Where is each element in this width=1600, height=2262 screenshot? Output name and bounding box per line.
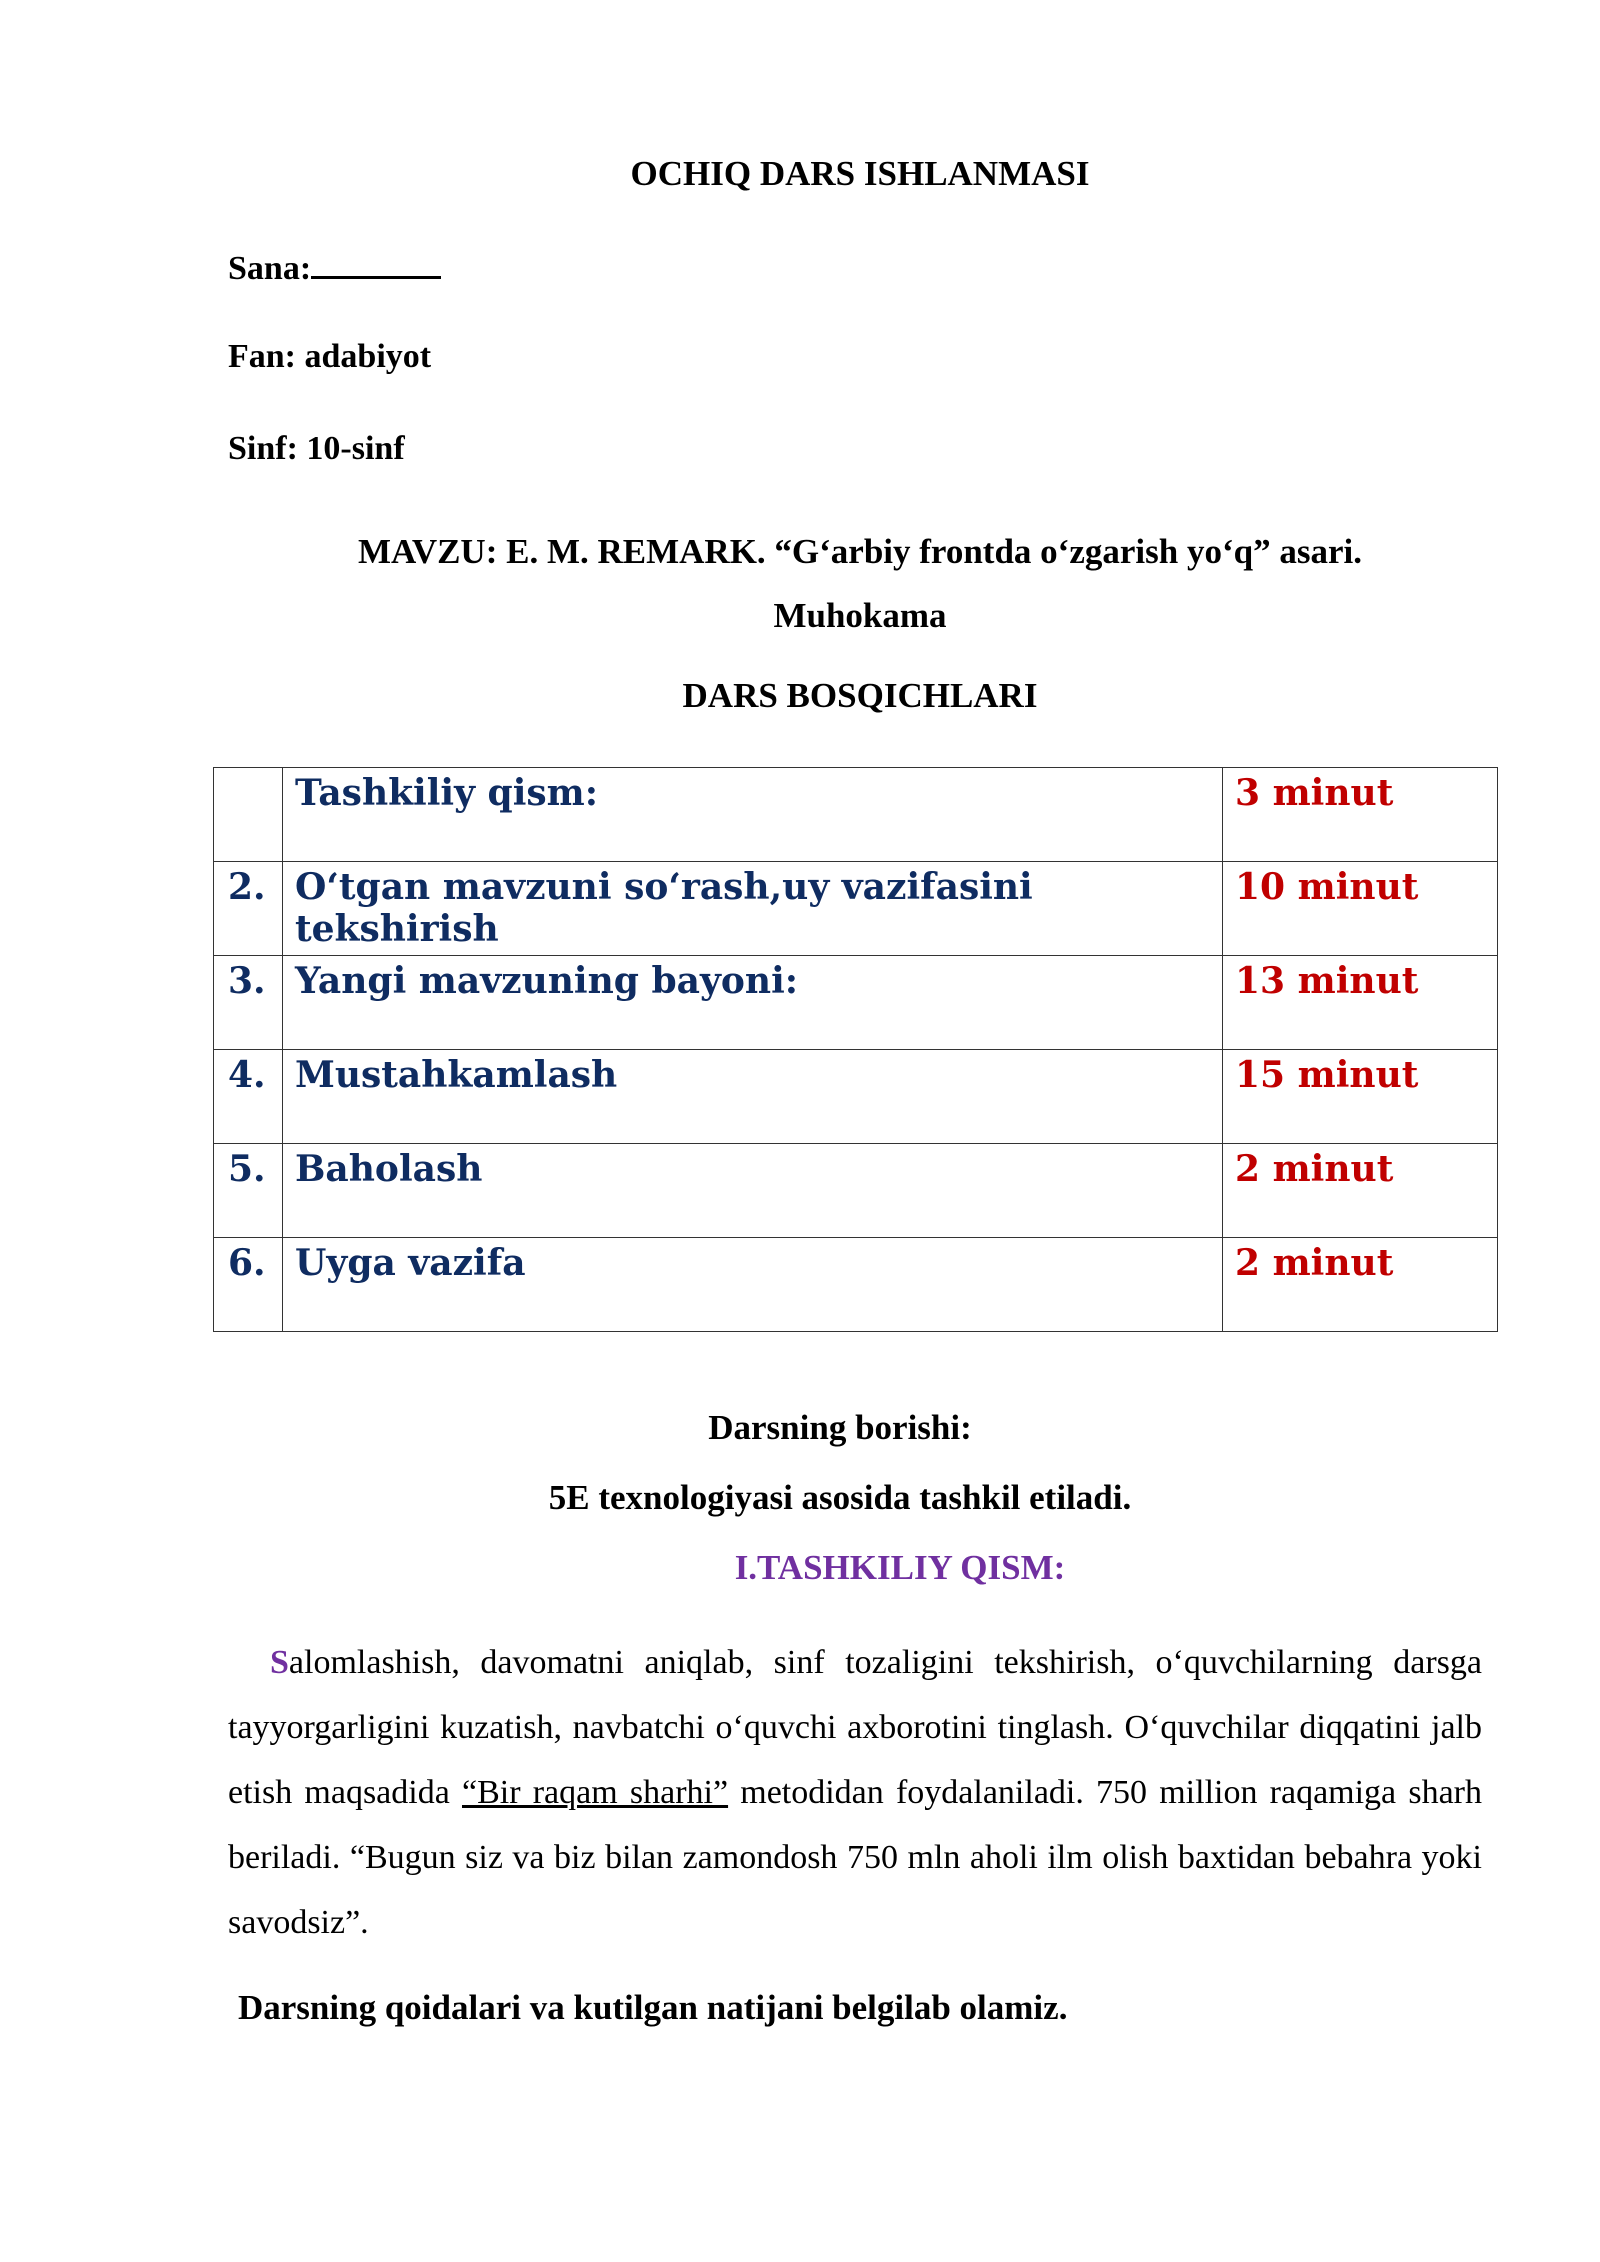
stage-number: 4. xyxy=(214,1050,283,1144)
lesson-flow-subtitle: 5E texnologiyasi asosida tashkil etiladi. xyxy=(548,1478,1132,1517)
stage-duration: 2 minut xyxy=(1223,1238,1498,1332)
stage-number: 6. xyxy=(214,1238,283,1332)
method-name: “Bir raqam sharhi” xyxy=(462,1774,729,1811)
table-row xyxy=(214,1238,1498,1332)
date-blank-line xyxy=(311,246,441,279)
stage-name: Mustahkamlash xyxy=(283,1050,1223,1144)
stage-name: Tashkiliy qism: xyxy=(283,768,1223,862)
section-heading: I.TASHKILIY QISM: xyxy=(734,1548,1066,1587)
table-row xyxy=(214,1144,1498,1238)
stage-duration: 3 minut xyxy=(1223,768,1498,862)
stage-number: 3. xyxy=(214,956,283,1050)
lesson-flow-heading: Darsning borishi: xyxy=(708,1408,972,1447)
paragraph-text-part1: alomlashish, davomatni aniqlab, sinf tozaligini tekshirish, o‘quvchilarning darsga tayyorgarligini kuzatish, navbatchi o‘quvchi axborotini tinglash. O‘quvchilar diqqatini jalb etish maqsadida xyxy=(228,1644,1482,1811)
stage-duration: 10 minut xyxy=(1223,862,1498,956)
topic-line-1: MAVZU: E. M. REMARK. “G‘arbiy frontda o‘zgarish yo‘q” asari. xyxy=(358,532,1362,571)
table-row xyxy=(214,956,1498,1050)
date-field xyxy=(228,246,441,288)
table-row xyxy=(214,768,1498,862)
stages-heading: DARS BOSQICHLARI xyxy=(682,676,1038,715)
stage-name: O‘tgan mavzuni so‘rash,uy vazifasini tekshirish xyxy=(283,862,1223,956)
stage-duration: 15 minut xyxy=(1223,1050,1498,1144)
stage-name: Uyga vazifa xyxy=(283,1238,1223,1332)
grade-field: Sinf: 10-sinf xyxy=(228,430,405,467)
stage-duration: 2 minut xyxy=(1223,1144,1498,1238)
date-label: Sana: xyxy=(228,250,312,287)
stage-name: Baholash xyxy=(283,1144,1223,1238)
paragraph-text-part2: metodidan foydalaniladi. 750 million raqamiga sharh beriladi. “Bugun siz va biz bilan zamondosh 750 mln aholi ilm olish baxtidan bebahra yoki savodsiz”. xyxy=(228,1774,1482,1941)
document-title: OCHIQ DARS ISHLANMASI xyxy=(630,154,1090,193)
stage-name: Yangi mavzuning bayoni: xyxy=(283,956,1223,1050)
table-row xyxy=(214,1050,1498,1144)
stage-duration: 13 minut xyxy=(1223,956,1498,1050)
stage-number xyxy=(214,768,283,862)
stage-number: 5. xyxy=(214,1144,283,1238)
closing-statement: Darsning qoidalari va kutilgan natijani belgilab olamiz. xyxy=(238,1988,1068,2027)
stage-number: 2. xyxy=(214,862,283,956)
organizational-paragraph xyxy=(228,1630,1482,1955)
paragraph-initial: S xyxy=(270,1644,289,1681)
subject-field: Fan: adabiyot xyxy=(228,338,432,375)
topic-line-2: Muhokama xyxy=(773,596,947,635)
lesson-stages-table xyxy=(213,767,1498,1332)
lesson-topic xyxy=(60,520,1600,648)
table-row xyxy=(214,862,1498,956)
